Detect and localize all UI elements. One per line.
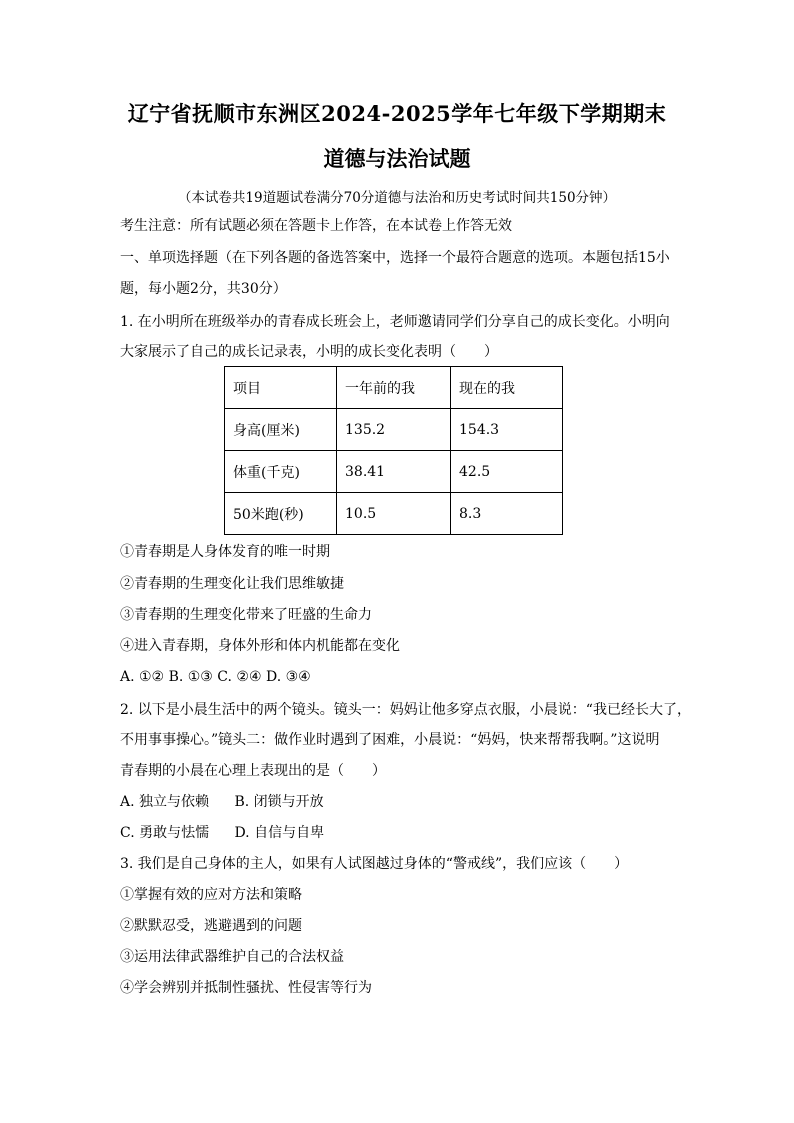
q2-option-d: D. 自信与自卑 [234,825,325,841]
table-cell: 135.2 [337,409,451,451]
candidate-notice: 考生注意：所有试题必须在答题卡上作答，在本试卷上作答无效 [120,218,512,234]
table-header-row [225,367,563,409]
table-cell: 50米跑(秒) [225,493,337,535]
table-row [225,493,563,535]
q1-statement-4: ④进入青春期，身体外形和体内机能都在变化 [120,638,400,654]
table-header-cell: 一年前的我 [337,367,451,409]
q2-stem-line1: 2. 以下是小晨生活中的两个镜头。镜头一：妈妈让他多穿点衣服，小晨说：“我已经长大了， [120,702,691,718]
q3-statement-3: ③运用法律武器维护自己的合法权益 [120,949,344,965]
q1-statement-2: ②青春期的生理变化让我们思维敏捷 [120,576,344,592]
q2-option-a: A. 独立与依赖 [120,794,210,810]
table-cell: 42.5 [451,451,563,493]
table-row [225,409,563,451]
q1-stem-line1: 1. 在小明所在班级举办的青春成长班会上，老师邀请同学们分享自己的成长变化。小明向 [120,314,670,330]
q2-options-row1 [120,792,680,812]
table-cell: 38.41 [337,451,451,493]
q1-statement-3: ③青春期的生理变化带来了旺盛的生命力 [120,607,372,623]
q2-options-row2 [120,823,680,843]
q2-stem-line3: 青春期的小晨在心理上表现出的是（ ） [120,763,386,779]
table-row [225,451,563,493]
section-heading-line1: 一、单项选择题（在下列各题的备选答案中，选择一个最符合题意的选项。本题包括15小 [120,250,670,266]
exam-title-line1: 辽宁省抚顺市东洲区2024-2025学年七年级下学期期末 [127,101,667,126]
table-cell: 10.5 [337,493,451,535]
exam-title-line2: 道德与法治试题 [323,146,471,171]
exam-note: （本试卷共19道题试卷满分70分道德与法治和历史考试时间共150分钟） [177,190,617,206]
q3-statement-2: ②默默忍受，逃避遇到的问题 [120,918,302,934]
table-cell: 体重(千克) [225,451,337,493]
q1-options: A. ①② B. ①③ C. ②④ D. ③④ [120,669,311,685]
section-heading-line2: 题，每小题2分，共30分） [120,281,287,297]
q2-stem-line2: 不用事事操心。”镜头二：做作业时遇到了困难，小晨说：“妈妈，快来帮帮我啊。”这说明 [120,732,660,748]
q1-statement-1: ①青春期是人身体发育的唯一时期 [120,544,330,560]
q3-stem: 3. 我们是自己身体的主人，如果有人试图越过身体的“警戒线”，我们应该（ ） [120,856,629,872]
table-cell: 154.3 [451,409,563,451]
table-cell: 8.3 [451,493,563,535]
q1-stem-line2: 大家展示了自己的成长记录表，小明的成长变化表明（ ） [120,344,498,360]
table-cell: 身高(厘米) [225,409,337,451]
q2-option-b: B. 闭锁与开放 [234,794,324,810]
table-header-cell: 项目 [225,367,337,409]
table-header-cell: 现在的我 [451,367,563,409]
q2-option-c: C. 勇敢与怯懦 [120,825,210,841]
q3-statement-4: ④学会辨别并抵制性骚扰、性侵害等行为 [120,980,372,996]
q3-statement-1: ①掌握有效的应对方法和策略 [120,887,302,903]
growth-record-table [224,366,563,535]
